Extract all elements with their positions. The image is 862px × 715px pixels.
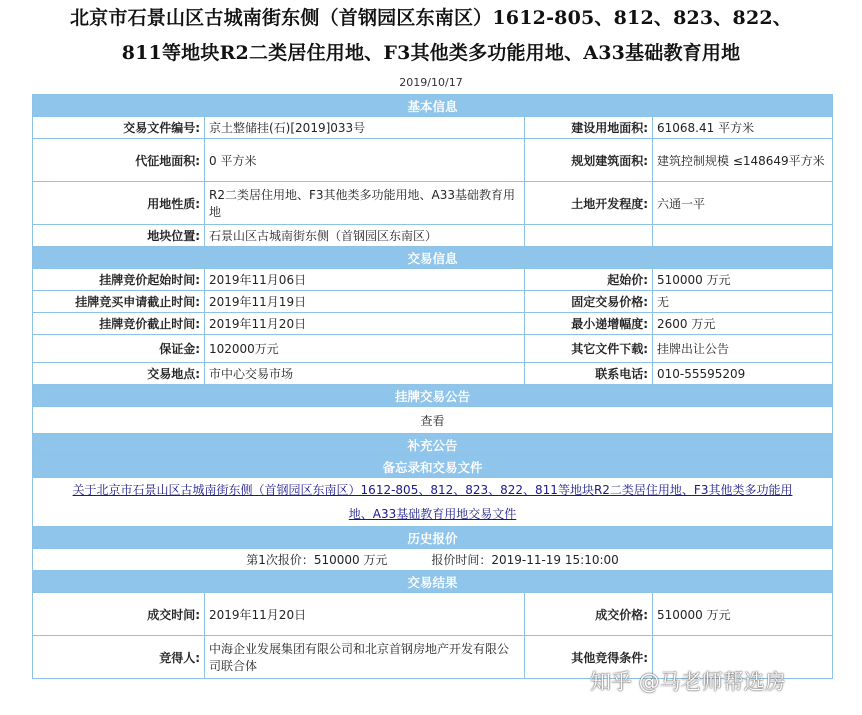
dev-degree-label: 土地开发程度: — [525, 182, 653, 225]
start-time-label: 挂牌竞价起始时间: — [33, 269, 205, 291]
deal-price-value: 510000 万元 — [653, 593, 833, 636]
section-listing-notice: 挂牌交易公告 — [33, 385, 833, 407]
fixed-price-label: 固定交易价格: — [525, 291, 653, 313]
trade-document-link-cont[interactable]: 地、A33基础教育用地交易文件 — [348, 507, 517, 521]
deal-price-label: 成交价格: — [525, 593, 653, 636]
trade-place-value: 市中心交易市场 — [205, 363, 525, 385]
memo-cell — [33, 478, 833, 527]
section-history: 历史报价 — [33, 527, 833, 549]
start-price-label: 起始价: — [525, 269, 653, 291]
section-result: 交易结果 — [33, 571, 833, 593]
deposit-value: 102000万元 — [205, 335, 525, 363]
section-basic-info: 基本信息 — [33, 95, 833, 117]
deposit-label: 保证金: — [33, 335, 205, 363]
history-row — [33, 549, 833, 571]
phone-value: 010-55595209 — [653, 363, 833, 385]
empty-cell — [525, 225, 653, 247]
section-trade-info: 交易信息 — [33, 247, 833, 269]
trade-place-label: 交易地点: — [33, 363, 205, 385]
section-memo: 备忘录和交易文件 — [33, 456, 833, 478]
location-label: 地块位置: — [33, 225, 205, 247]
plan-area-label: 规划建筑面积: — [525, 139, 653, 182]
other-conditions-label: 其他竞得条件: — [525, 636, 653, 679]
dev-degree-value: 六通一平 — [653, 182, 833, 225]
history-time: 报价时间：2019-11-19 15:10:00 — [431, 553, 619, 567]
land-area-value: 61068.41 平方米 — [653, 117, 833, 139]
deal-time-value: 2019年11月20日 — [205, 593, 525, 636]
title-line-2: 811等地块R2二类居住用地、F3其他类多功能用地、A33基础教育用地 — [121, 42, 741, 64]
land-area-label: 建设用地面积: — [525, 117, 653, 139]
start-price-value: 510000 万元 — [653, 269, 833, 291]
winner-value: 中海企业发展集团有限公司和北京首钢房地产开发有限公司联合体 — [205, 636, 525, 679]
publish-date: 2019/10/17 — [399, 76, 463, 89]
bid-end-value: 2019年11月20日 — [205, 313, 525, 335]
apply-end-label: 挂牌竞买申请截止时间: — [33, 291, 205, 313]
bid-end-label: 挂牌竞价截止时间: — [33, 313, 205, 335]
location-value: 石景山区古城南街东侧（首钢园区东南区） — [205, 225, 525, 247]
zhihu-watermark: 知乎 @马老师帮选房 — [590, 670, 786, 694]
land-nature-label: 用地性质: — [33, 182, 205, 225]
trade-document-link[interactable]: 关于北京市石景山区古城南街东侧（首钢园区东南区）1612-805、812、823、822、811等地块R2二类居住用地、F3其他类多功能用 — [72, 483, 793, 497]
file-no-value: 京土整储挂(石)[2019]033号 — [205, 117, 525, 139]
title-line-1: 北京市石景山区古城南街东侧（首钢园区东南区）1612-805、812、823、822、 — [69, 7, 792, 29]
history-bid: 第1次报价：510000 万元 — [246, 553, 388, 567]
land-nature-value: R2二类居住用地、F3其他类多功能用地、A33基础教育用地 — [205, 182, 525, 225]
min-increment-label: 最小递增幅度: — [525, 313, 653, 335]
empty-cell — [653, 225, 833, 247]
other-docs-link[interactable]: 挂牌出让公告 — [653, 335, 833, 363]
apply-end-value: 2019年11月19日 — [205, 291, 525, 313]
min-increment-value: 2600 万元 — [653, 313, 833, 335]
start-time-value: 2019年11月06日 — [205, 269, 525, 291]
proxy-area-value: 0 平方米 — [205, 139, 525, 182]
fixed-price-value: 无 — [653, 291, 833, 313]
deal-time-label: 成交时间: — [33, 593, 205, 636]
proxy-area-label: 代征地面积: — [33, 139, 205, 182]
other-docs-label: 其它文件下载: — [525, 335, 653, 363]
view-notice-link[interactable]: 查看 — [33, 407, 833, 434]
land-info-table — [32, 94, 833, 679]
winner-label: 竞得人: — [33, 636, 205, 679]
plan-area-value: 建筑控制规模 ≤148649平方米 — [653, 139, 833, 182]
phone-label: 联系电话: — [525, 363, 653, 385]
section-supplement: 补充公告 — [33, 434, 833, 456]
file-no-label: 交易文件编号: — [33, 117, 205, 139]
page-title — [0, 0, 862, 92]
